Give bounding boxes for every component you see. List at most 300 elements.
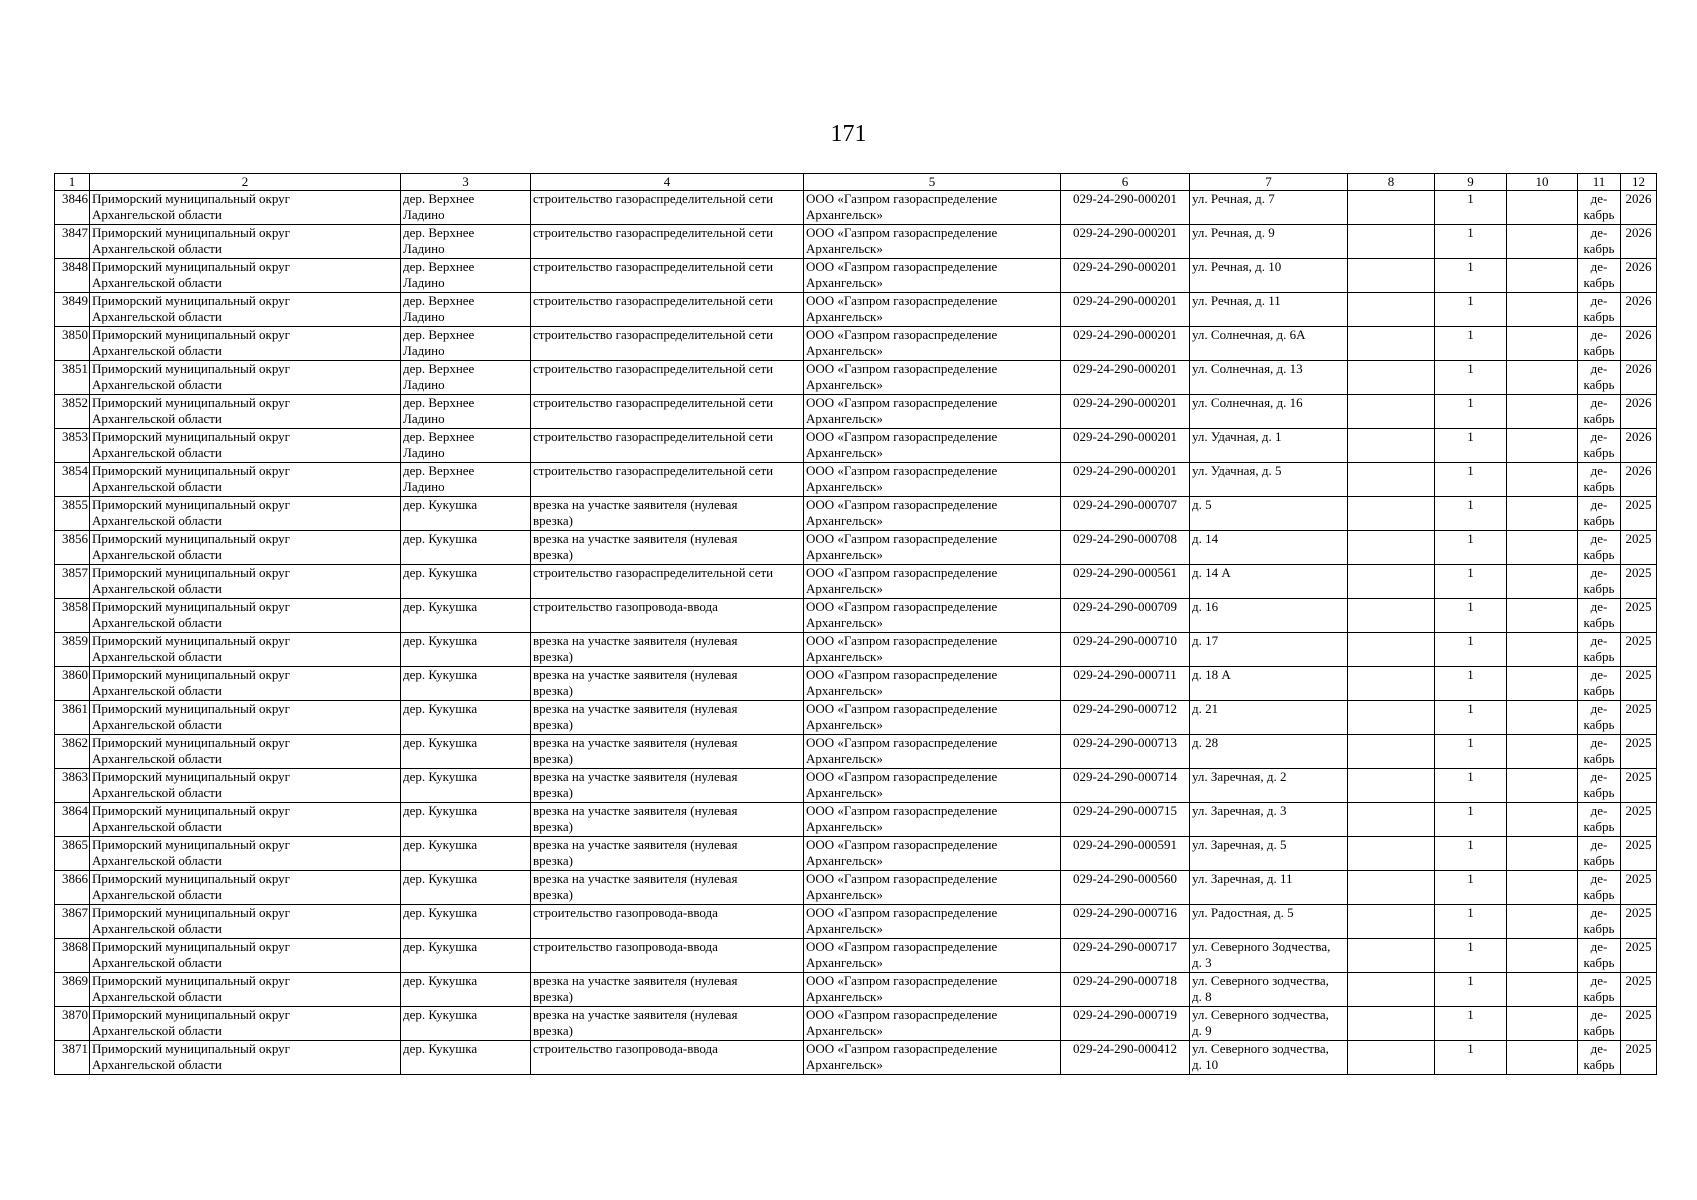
quantity-cell: 1 [1435,259,1507,293]
operator-cell: ООО «Газпром газораспределение Архангельск» [804,803,1061,837]
table-row [55,497,1657,531]
address-cell: ул. Северного зодчества, д. 9 [1190,1007,1348,1041]
object-code-cell: 029-24-290-000709 [1061,599,1190,633]
month-cell: де- кабрь [1578,871,1621,905]
column-10-cell [1507,497,1578,531]
table-row [55,225,1657,259]
table-row [55,735,1657,769]
year-cell: 2025 [1621,667,1657,701]
work-type-cell: строительство газораспределительной сети [531,327,804,361]
column-10-cell [1507,701,1578,735]
column-8-cell [1348,497,1435,531]
quantity-cell: 1 [1435,497,1507,531]
column-header: 6 [1061,174,1190,191]
quantity-cell: 1 [1435,395,1507,429]
row-number-cell: 3850 [55,327,90,361]
address-cell: ул. Радостная, д. 5 [1190,905,1348,939]
quantity-cell: 1 [1435,633,1507,667]
district-cell: Приморский муниципальный округ Архангельской области [90,1041,401,1075]
address-cell: д. 14 А [1190,565,1348,599]
quantity-cell: 1 [1435,599,1507,633]
settlement-cell: дер. Кукушка [401,565,531,599]
column-10-cell [1507,599,1578,633]
district-cell: Приморский муниципальный округ Архангельской области [90,905,401,939]
work-type-cell: строительство газопровода-ввода [531,1041,804,1075]
object-code-cell: 029-24-290-000717 [1061,939,1190,973]
quantity-cell: 1 [1435,973,1507,1007]
settlement-cell: дер. Кукушка [401,667,531,701]
district-cell: Приморский муниципальный округ Архангельской области [90,429,401,463]
address-cell: д. 5 [1190,497,1348,531]
settlement-cell: дер. Верхнее Ладино [401,293,531,327]
settlement-cell: дер. Кукушка [401,803,531,837]
month-cell: де- кабрь [1578,225,1621,259]
column-10-cell [1507,395,1578,429]
district-cell: Приморский муниципальный округ Архангельской области [90,259,401,293]
column-10-cell [1507,191,1578,225]
operator-cell: ООО «Газпром газораспределение Архангельск» [804,701,1061,735]
year-cell: 2025 [1621,735,1657,769]
address-cell: д. 18 А [1190,667,1348,701]
settlement-cell: дер. Кукушка [401,735,531,769]
column-10-cell [1507,259,1578,293]
month-cell: де- кабрь [1578,429,1621,463]
year-cell: 2025 [1621,973,1657,1007]
table-row [55,395,1657,429]
object-code-cell: 029-24-290-000708 [1061,531,1190,565]
district-cell: Приморский муниципальный округ Архангельской области [90,327,401,361]
work-type-cell: врезка на участке заявителя (нулевая врезка) [531,531,804,565]
month-cell: де- кабрь [1578,633,1621,667]
column-8-cell [1348,769,1435,803]
district-cell: Приморский муниципальный округ Архангельской области [90,225,401,259]
settlement-cell: дер. Верхнее Ладино [401,429,531,463]
quantity-cell: 1 [1435,327,1507,361]
settlement-cell: дер. Кукушка [401,939,531,973]
row-number-cell: 3858 [55,599,90,633]
row-number-cell: 3852 [55,395,90,429]
work-type-cell: врезка на участке заявителя (нулевая врезка) [531,497,804,531]
column-10-cell [1507,1007,1578,1041]
address-cell: ул. Речная, д. 9 [1190,225,1348,259]
operator-cell: ООО «Газпром газораспределение Архангельск» [804,225,1061,259]
settlement-cell: дер. Кукушка [401,973,531,1007]
column-10-cell [1507,429,1578,463]
object-code-cell: 029-24-290-000201 [1061,429,1190,463]
address-cell: ул. Солнечная, д. 16 [1190,395,1348,429]
year-cell: 2025 [1621,1041,1657,1075]
object-code-cell: 029-24-290-000707 [1061,497,1190,531]
operator-cell: ООО «Газпром газораспределение Архангельск» [804,837,1061,871]
month-cell: де- кабрь [1578,1007,1621,1041]
column-8-cell [1348,701,1435,735]
work-type-cell: строительство газопровода-ввода [531,599,804,633]
month-cell: де- кабрь [1578,497,1621,531]
work-type-cell: строительство газораспределительной сети [531,429,804,463]
table-body [55,191,1657,1075]
row-number-cell: 3867 [55,905,90,939]
settlement-cell: дер. Кукушка [401,871,531,905]
row-number-cell: 3856 [55,531,90,565]
year-cell: 2025 [1621,497,1657,531]
month-cell: де- кабрь [1578,565,1621,599]
district-cell: Приморский муниципальный округ Архангельской области [90,735,401,769]
district-cell: Приморский муниципальный округ Архангельской области [90,1007,401,1041]
column-8-cell [1348,939,1435,973]
work-type-cell: врезка на участке заявителя (нулевая врезка) [531,667,804,701]
year-cell: 2025 [1621,1007,1657,1041]
work-type-cell: врезка на участке заявителя (нулевая врезка) [531,735,804,769]
row-number-cell: 3871 [55,1041,90,1075]
month-cell: де- кабрь [1578,191,1621,225]
column-10-cell [1507,361,1578,395]
column-10-cell [1507,633,1578,667]
column-header: 5 [804,174,1061,191]
column-header: 11 [1578,174,1621,191]
column-10-cell [1507,973,1578,1007]
work-type-cell: строительство газопровода-ввода [531,939,804,973]
settlement-cell: дер. Кукушка [401,1041,531,1075]
column-8-cell [1348,871,1435,905]
address-cell: ул. Речная, д. 10 [1190,259,1348,293]
address-cell: ул. Северного зодчества, д. 8 [1190,973,1348,1007]
row-number-cell: 3866 [55,871,90,905]
quantity-cell: 1 [1435,225,1507,259]
column-header: 12 [1621,174,1657,191]
column-header: 7 [1190,174,1348,191]
object-code-cell: 029-24-290-000712 [1061,701,1190,735]
column-8-cell [1348,327,1435,361]
address-cell: ул. Заречная, д. 5 [1190,837,1348,871]
column-8-cell [1348,837,1435,871]
year-cell: 2025 [1621,939,1657,973]
column-10-cell [1507,769,1578,803]
year-cell: 2026 [1621,225,1657,259]
operator-cell: ООО «Газпром газораспределение Архангельск» [804,497,1061,531]
year-cell: 2025 [1621,803,1657,837]
object-code-cell: 029-24-290-000718 [1061,973,1190,1007]
object-code-cell: 029-24-290-000561 [1061,565,1190,599]
quantity-cell: 1 [1435,293,1507,327]
operator-cell: ООО «Газпром газораспределение Архангельск» [804,939,1061,973]
year-cell: 2025 [1621,871,1657,905]
quantity-cell: 1 [1435,361,1507,395]
settlement-cell: дер. Верхнее Ладино [401,395,531,429]
month-cell: де- кабрь [1578,531,1621,565]
district-cell: Приморский муниципальный округ Архангельской области [90,667,401,701]
district-cell: Приморский муниципальный округ Архангельской области [90,599,401,633]
table-row [55,803,1657,837]
row-number-cell: 3857 [55,565,90,599]
column-header: 8 [1348,174,1435,191]
address-cell: ул. Солнечная, д. 13 [1190,361,1348,395]
address-cell: ул. Речная, д. 11 [1190,293,1348,327]
settlement-cell: дер. Верхнее Ладино [401,361,531,395]
table-row [55,1007,1657,1041]
operator-cell: ООО «Газпром газораспределение Архангельск» [804,429,1061,463]
month-cell: де- кабрь [1578,803,1621,837]
work-type-cell: врезка на участке заявителя (нулевая врезка) [531,837,804,871]
settlement-cell: дер. Верхнее Ладино [401,463,531,497]
column-8-cell [1348,293,1435,327]
year-cell: 2025 [1621,599,1657,633]
table-row [55,191,1657,225]
year-cell: 2026 [1621,293,1657,327]
column-10-cell [1507,871,1578,905]
row-number-cell: 3868 [55,939,90,973]
district-cell: Приморский муниципальный округ Архангельской области [90,395,401,429]
row-number-cell: 3865 [55,837,90,871]
address-cell: д. 28 [1190,735,1348,769]
work-type-cell: врезка на участке заявителя (нулевая врезка) [531,701,804,735]
district-cell: Приморский муниципальный округ Архангельской области [90,837,401,871]
column-10-cell [1507,939,1578,973]
column-8-cell [1348,531,1435,565]
column-header: 10 [1507,174,1578,191]
quantity-cell: 1 [1435,837,1507,871]
column-10-cell [1507,463,1578,497]
object-code-cell: 029-24-290-000711 [1061,667,1190,701]
work-type-cell: строительство газораспределительной сети [531,293,804,327]
operator-cell: ООО «Газпром газораспределение Архангельск» [804,531,1061,565]
column-10-cell [1507,667,1578,701]
object-code-cell: 029-24-290-000201 [1061,395,1190,429]
column-10-cell [1507,293,1578,327]
column-8-cell [1348,565,1435,599]
table-row [55,327,1657,361]
quantity-cell: 1 [1435,871,1507,905]
operator-cell: ООО «Газпром газораспределение Архангельск» [804,905,1061,939]
table-row [55,599,1657,633]
table-row [55,531,1657,565]
object-code-cell: 029-24-290-000591 [1061,837,1190,871]
column-8-cell [1348,973,1435,1007]
object-code-cell: 029-24-290-000201 [1061,191,1190,225]
district-cell: Приморский муниципальный округ Архангельской области [90,361,401,395]
object-code-cell: 029-24-290-000560 [1061,871,1190,905]
year-cell: 2025 [1621,905,1657,939]
address-cell: ул. Речная, д. 7 [1190,191,1348,225]
table-row [55,633,1657,667]
column-8-cell [1348,599,1435,633]
month-cell: де- кабрь [1578,837,1621,871]
work-type-cell: строительство газораспределительной сети [531,565,804,599]
object-code-cell: 029-24-290-000710 [1061,633,1190,667]
settlement-cell: дер. Верхнее Ладино [401,191,531,225]
row-number-cell: 3863 [55,769,90,803]
row-number-cell: 3855 [55,497,90,531]
work-type-cell: строительство газопровода-ввода [531,905,804,939]
year-cell: 2026 [1621,463,1657,497]
year-cell: 2025 [1621,531,1657,565]
month-cell: де- кабрь [1578,327,1621,361]
row-number-cell: 3848 [55,259,90,293]
settlement-cell: дер. Кукушка [401,531,531,565]
column-header: 3 [401,174,531,191]
work-type-cell: строительство газораспределительной сети [531,361,804,395]
object-code-cell: 029-24-290-000201 [1061,463,1190,497]
settlement-cell: дер. Кукушка [401,633,531,667]
address-cell: д. 14 [1190,531,1348,565]
table-row [55,769,1657,803]
column-8-cell [1348,191,1435,225]
column-8-cell [1348,361,1435,395]
quantity-cell: 1 [1435,803,1507,837]
object-code-cell: 029-24-290-000716 [1061,905,1190,939]
settlement-cell: дер. Верхнее Ладино [401,327,531,361]
month-cell: де- кабрь [1578,905,1621,939]
column-header: 9 [1435,174,1507,191]
month-cell: де- кабрь [1578,769,1621,803]
column-8-cell [1348,1041,1435,1075]
row-number-cell: 3853 [55,429,90,463]
month-cell: де- кабрь [1578,463,1621,497]
district-cell: Приморский муниципальный округ Архангельской области [90,701,401,735]
operator-cell: ООО «Газпром газораспределение Архангельск» [804,191,1061,225]
column-10-cell [1507,803,1578,837]
column-header: 4 [531,174,804,191]
district-cell: Приморский муниципальный округ Архангельской области [90,565,401,599]
settlement-cell: дер. Верхнее Ладино [401,259,531,293]
row-number-cell: 3870 [55,1007,90,1041]
table-row [55,361,1657,395]
district-cell: Приморский муниципальный округ Архангельской области [90,803,401,837]
row-number-cell: 3846 [55,191,90,225]
month-cell: де- кабрь [1578,667,1621,701]
row-number-cell: 3854 [55,463,90,497]
district-cell: Приморский муниципальный округ Архангельской области [90,531,401,565]
quantity-cell: 1 [1435,769,1507,803]
operator-cell: ООО «Газпром газораспределение Архангельск» [804,1041,1061,1075]
address-cell: д. 16 [1190,599,1348,633]
operator-cell: ООО «Газпром газораспределение Архангельск» [804,735,1061,769]
address-cell: ул. Солнечная, д. 6А [1190,327,1348,361]
table-row [55,973,1657,1007]
settlement-cell: дер. Верхнее Ладино [401,225,531,259]
work-type-cell: строительство газораспределительной сети [531,463,804,497]
year-cell: 2025 [1621,701,1657,735]
year-cell: 2025 [1621,837,1657,871]
row-number-cell: 3859 [55,633,90,667]
year-cell: 2025 [1621,769,1657,803]
work-type-cell: врезка на участке заявителя (нулевая врезка) [531,871,804,905]
address-cell: ул. Северного зодчества, д. 10 [1190,1041,1348,1075]
quantity-cell: 1 [1435,565,1507,599]
table-row [55,565,1657,599]
table-row [55,463,1657,497]
address-cell: ул. Заречная, д. 3 [1190,803,1348,837]
table-row [55,905,1657,939]
work-type-cell: строительство газораспределительной сети [531,395,804,429]
object-code-cell: 029-24-290-000201 [1061,293,1190,327]
work-type-cell: врезка на участке заявителя (нулевая врезка) [531,1007,804,1041]
column-10-cell [1507,837,1578,871]
district-cell: Приморский муниципальный округ Архангельской области [90,497,401,531]
column-10-cell [1507,735,1578,769]
column-8-cell [1348,429,1435,463]
year-cell: 2025 [1621,565,1657,599]
year-cell: 2026 [1621,361,1657,395]
object-code-cell: 029-24-290-000719 [1061,1007,1190,1041]
operator-cell: ООО «Газпром газораспределение Архангельск» [804,599,1061,633]
settlement-cell: дер. Кукушка [401,769,531,803]
row-number-cell: 3869 [55,973,90,1007]
month-cell: де- кабрь [1578,973,1621,1007]
quantity-cell: 1 [1435,667,1507,701]
column-8-cell [1348,1007,1435,1041]
operator-cell: ООО «Газпром газораспределение Архангельск» [804,769,1061,803]
column-8-cell [1348,905,1435,939]
month-cell: де- кабрь [1578,1041,1621,1075]
operator-cell: ООО «Газпром газораспределение Архангельск» [804,259,1061,293]
operator-cell: ООО «Газпром газораспределение Архангельск» [804,565,1061,599]
column-8-cell [1348,803,1435,837]
operator-cell: ООО «Газпром газораспределение Архангельск» [804,327,1061,361]
work-type-cell: строительство газораспределительной сети [531,225,804,259]
address-cell: ул. Северного Зодчества, д. 3 [1190,939,1348,973]
address-cell: ул. Заречная, д. 11 [1190,871,1348,905]
district-cell: Приморский муниципальный округ Архангельской области [90,293,401,327]
settlement-cell: дер. Кукушка [401,1007,531,1041]
month-cell: де- кабрь [1578,939,1621,973]
work-type-cell: врезка на участке заявителя (нулевая врезка) [531,633,804,667]
object-code-cell: 029-24-290-000714 [1061,769,1190,803]
year-cell: 2026 [1621,429,1657,463]
settlement-cell: дер. Кукушка [401,701,531,735]
object-code-cell: 029-24-290-000713 [1061,735,1190,769]
table-row [55,293,1657,327]
district-cell: Приморский муниципальный округ Архангельской области [90,973,401,1007]
column-8-cell [1348,633,1435,667]
district-cell: Приморский муниципальный округ Архангельской области [90,191,401,225]
month-cell: де- кабрь [1578,361,1621,395]
page-number: 171 [830,121,867,147]
row-number-cell: 3860 [55,667,90,701]
work-type-cell: врезка на участке заявителя (нулевая врезка) [531,769,804,803]
object-code-cell: 029-24-290-000412 [1061,1041,1190,1075]
table-row [55,429,1657,463]
address-cell: ул. Удачная, д. 5 [1190,463,1348,497]
operator-cell: ООО «Газпром газораспределение Архангельск» [804,633,1061,667]
quantity-cell: 1 [1435,429,1507,463]
object-code-cell: 029-24-290-000201 [1061,361,1190,395]
month-cell: де- кабрь [1578,735,1621,769]
settlement-cell: дер. Кукушка [401,599,531,633]
year-cell: 2026 [1621,327,1657,361]
district-cell: Приморский муниципальный округ Архангельской области [90,769,401,803]
row-number-cell: 3862 [55,735,90,769]
year-cell: 2026 [1621,395,1657,429]
operator-cell: ООО «Газпром газораспределение Архангельск» [804,973,1061,1007]
quantity-cell: 1 [1435,531,1507,565]
operator-cell: ООО «Газпром газораспределение Архангельск» [804,293,1061,327]
work-type-cell: строительство газораспределительной сети [531,191,804,225]
district-cell: Приморский муниципальный округ Архангельской области [90,463,401,497]
work-type-cell: строительство газораспределительной сети [531,259,804,293]
operator-cell: ООО «Газпром газораспределение Архангельск» [804,871,1061,905]
month-cell: де- кабрь [1578,259,1621,293]
column-8-cell [1348,395,1435,429]
quantity-cell: 1 [1435,1041,1507,1075]
table-row [55,871,1657,905]
month-cell: де- кабрь [1578,395,1621,429]
column-header: 1 [55,174,90,191]
month-cell: де- кабрь [1578,293,1621,327]
column-header: 2 [90,174,401,191]
column-8-cell [1348,667,1435,701]
column-8-cell [1348,735,1435,769]
row-number-cell: 3851 [55,361,90,395]
